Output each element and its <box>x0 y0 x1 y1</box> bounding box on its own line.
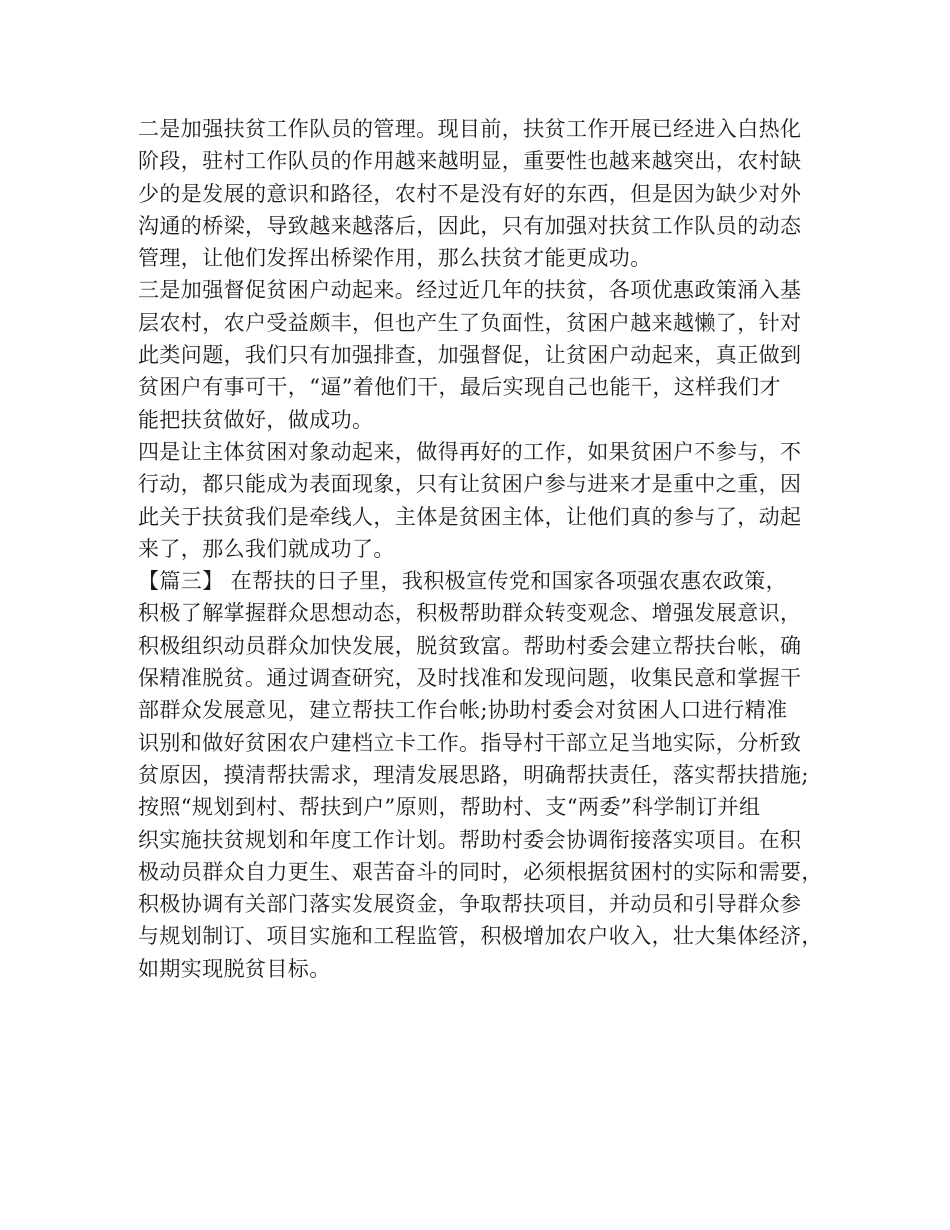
text-line: 如期实现脱贫目标。 <box>138 956 331 981</box>
paragraph-supervise-poor-households <box>138 274 828 435</box>
text-line: 按照“规划到村、帮扶到户”原则，帮助村、支“两委”科学制订并组 <box>138 795 761 820</box>
text-line: 少的是发展的意识和路径，农村不是没有好的东西，但是因为缺少对外 <box>138 181 802 206</box>
text-line: 阶段，驻村工作队员的作用越来越明显，重要性也越来越突出，农村缺 <box>138 149 802 174</box>
text-line: 部群众发展意见，建立帮扶工作台帐;协助村委会对贫困人口进行精准 <box>138 698 788 723</box>
text-line: 三是加强督促贫困户动起来。经过近几年的扶贫，各项优惠政策涌入基 <box>138 278 802 303</box>
paragraph-strengthen-team-management <box>138 113 828 274</box>
text-line: 管理，让他们发挥出桥梁作用，那么扶贫才能更成功。 <box>138 246 652 271</box>
text-line: 积极了解掌握群众思想动态，积极帮助群众转变观念、增强发展意识， <box>138 601 802 626</box>
text-line: 织实施扶贫规划和年度工作计划。帮助村委会协调衔接落实项目。在积 <box>138 827 802 852</box>
text-line: 贫原因，摸清帮扶需求，理清发展思路，明确帮扶责任，落实帮扶措施; <box>138 762 809 787</box>
text-line: 【篇三】 在帮扶的日子里，我积极宣传党和国家各项强农惠农政策， <box>138 569 788 594</box>
paragraph-mobilize-main-subjects <box>138 436 828 565</box>
text-line: 四是让主体贫困对象动起来，做得再好的工作，如果贫困户不参与，不 <box>138 439 802 464</box>
text-line: 积极组织动员群众加快发展，脱贫致富。帮助村委会建立帮扶台帐，确 <box>138 633 802 658</box>
text-line: 保精准脱贫。通过调查研究，及时找准和发现问题，收集民意和掌握干 <box>138 666 802 691</box>
text-line: 能把扶贫做好，做成功。 <box>138 407 374 432</box>
text-line: 沟通的桥梁，导致越来越落后，因此，只有加强对扶贫工作队员的动态 <box>138 213 802 238</box>
document-body <box>138 113 828 985</box>
text-line: 极动员群众自力更生、艰苦奋斗的同时，必须根据贫困村的实际和需要， <box>138 859 823 884</box>
text-line: 二是加强扶贫工作队员的管理。现目前，扶贫工作开展已经进入白热化 <box>138 117 802 141</box>
text-line: 行动，都只能成为表面现象，只有让贫困户参与进来才是重中之重，因 <box>138 472 802 497</box>
text-line: 层农村，农户受益颇丰，但也产生了负面性，贫困户越来越懒了，针对 <box>138 310 802 335</box>
text-line: 贫困户有事可干，“逼”着他们干，最后实现自己也能干，这样我们才 <box>138 375 781 400</box>
text-line: 来了，那么我们就成功了。 <box>138 536 395 561</box>
text-line: 识别和做好贫困农户建档立卡工作。指导村干部立足当地实际，分析致 <box>138 730 802 755</box>
text-line: 与规划制订、项目实施和工程监管，积极增加农户收入，壮大集体经济， <box>138 924 823 949</box>
text-line: 积极协调有关部门落实发展资金，争取帮扶项目，并动员和引导群众参 <box>138 892 802 917</box>
paragraph-section-three <box>138 565 828 985</box>
text-line: 此关于扶贫我们是牵线人，主体是贫困主体，让他们真的参与了，动起 <box>138 504 802 529</box>
text-line: 此类问题，我们只有加强排查，加强督促，让贫困户动起来，真正做到 <box>138 343 802 368</box>
